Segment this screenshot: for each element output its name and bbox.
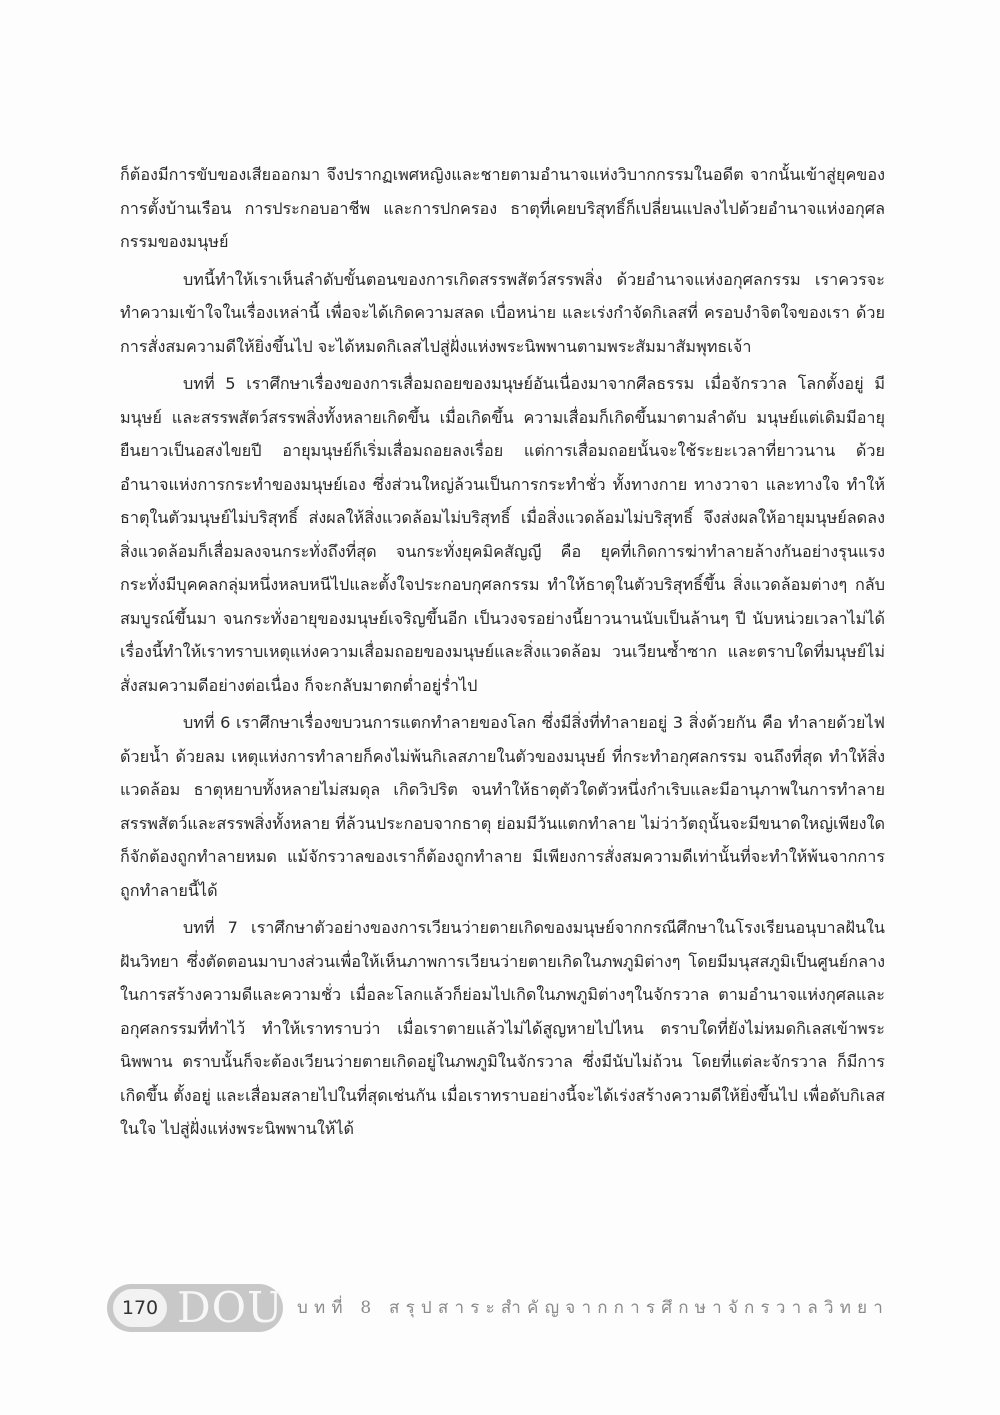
footer-badge <box>107 1284 283 1332</box>
paragraph-chapter-5: บทที่ 5 เราศึกษาเรื่องของการเสื่อมถอยของมนุษย์อันเนื่องมาจากศีลธรรม เมื่อจักรวาล โลกตั้งอยู่ มีมนุษย์ และสรรพสัตว์สรรพสิ่งทั้งหลายเกิดขึ้น เมื่อเกิดขึ้น ความเสื่อมก็เกิดขึ้นมาตามลำดับ มนุษย์แต่เดิมมีอายุยืนยาวเป็นอสงไขยปี อายุมนุษย์ก็เริ่มเสื่อมถอยลงเรื่อย แต่การเสื่อมถอยนั้นจะใช้ระยะเวลาที่ยาวนาน ด้วยอำนาจแห่งการกระทำของมนุษย์เอง ซึ่งส่วนใหญ่ล้วนเป็นการกระทำชั่ว ทั้งทางกาย ทางวาจา และทางใจ ทำให้ธาตุในตัวมนุษย์ไม่บริสุทธิ์ ส่งผลให้สิ่งแวดล้อมไม่บริสุทธิ์ เมื่อสิ่งแวดล้อมไม่บริสุทธิ์ จึงส่งผลให้อายุมนุษย์ลดลง สิ่งแวดล้อมก็เสื่อมลงจนกระทั่งถึงที่สุด จนกระทั่งยุคมิคสัญญี คือ ยุคที่เกิดการฆ่าทำลายล้างกันอย่างรุนแรง กระทั่งมีบุคคลกลุ่มหนึ่งหลบหนีไปและตั้งใจประกอบกุศลกรรม ทำให้ธาตุในตัวบริสุทธิ์ขึ้น สิ่งแวดล้อมต่างๆ กลับสมบูรณ์ขึ้นมา จนกระทั่งอายุของมนุษย์เจริญขึ้นอีก เป็นวงจรอย่างนี้ยาวนานนับเป็นล้านๆ ปี นับหน่วยเวลาไม่ได้ เรื่องนี้ทำให้เราทราบเหตุแห่งความเสื่อมถอยของมนุษย์และสิ่งแวดล้อม วนเวียนซ้ำซาก และตราบใดที่มนุษย์ไม่สั่งสมความดีอย่างต่อเนื่อง ก็จะกลับมาตกต่ำอยู่ร่ำไป <box>120 374 885 695</box>
paragraph-summary: บทนี้ทำให้เราเห็นลำดับขั้นตอนของการเกิดสรรพสัตว์สรรพสิ่ง ด้วยอำนาจแห่งอกุศลกรรม เราควรจะทำความเข้าใจในเรื่องเหล่านี้ เพื่อจะได้เกิดความสลด เบื่อหน่าย และเร่งกำจัดกิเลสที่ ครอบงำจิตใจของเรา ด้วยการสั่งสมความดีให้ยิ่งขึ้นไป จะได้หมดกิเลสไปสู่ฝั่งแห่งพระนิพพานตามพระสัมมาสัมพุทธเจ้า <box>120 269 885 356</box>
dou-logo: DOU <box>177 1283 284 1332</box>
chapter-title: บทที่ 8 สรุปสาระสำคัญจากการศึกษาจักรวาลวิทยา <box>297 1298 890 1318</box>
body-text <box>120 158 885 1150</box>
paragraph-chapter-7: บทที่ 7 เราศึกษาตัวอย่างของการเวียนว่ายตายเกิดของมนุษย์จากกรณีศึกษาในโรงเรียนอนุบาลฝันในฝันวิทยา ซึ่งตัดตอนมาบางส่วนเพื่อให้เห็นภาพการเวียนว่ายตายเกิดในภพภูมิต่างๆ โดยมีมนุสสภูมิเป็นศูนย์กลางในการสร้างความดีและความชั่ว เมื่อละโลกแล้วก็ย่อมไปเกิดในภพภูมิต่างๆในจักรวาล ตามอำนาจแห่งกุศลและอกุศลกรรมที่ทำไว้ ทำให้เราทราบว่า เมื่อเราตายแล้วไม่ได้สูญหายไปไหน ตราบใดที่ยังไม่หมดกิเลสเข้าพระนิพพาน ตราบนั้นก็จะต้องเวียนว่ายตายเกิดอยู่ในภพภูมิในจักรวาล ซึ่งมีนับไม่ถ้วน โดยที่แต่ละจักรวาล ก็มีการเกิดขึ้น ตั้งอยู่ และเสื่อมสลายไปในที่สุดเช่นกัน เมื่อเราทราบอย่างนี้จะได้เร่งสร้างความดีให้ยิ่งขึ้นไป เพื่อดับกิเลสในใจ ไปสู่ฝั่งแห่งพระนิพพานให้ได้ <box>120 918 885 1138</box>
page-number: 170 <box>113 1289 167 1327</box>
paragraph-chapter-6: บทที่ 6 เราศึกษาเรื่องขบวนการแตกทำลายของโลก ซึ่งมีสิ่งที่ทำลายอยู่ 3 สิ่งด้วยกัน คือ ทำลายด้วยไฟ ด้วยน้ำ ด้วยลม เหตุแห่งการทำลายก็คงไม่พ้นกิเลสภายในตัวของมนุษย์ ที่กระทำอกุศลกรรม จนถึงที่สุด ทำให้สิ่งแวดล้อม ธาตุหยาบทั้งหลายไม่สมดุล เกิดวิปริต จนทำให้ธาตุตัวใดตัวหนึ่งกำเริบและมีอานุภาพในการทำลายสรรพสัตว์และสรรพสิ่งทั้งหลาย ที่ล้วนประกอบจากธาตุ ย่อมมีวันแตกทำลาย ไม่ว่าวัตถุนั้นจะมีขนาดใหญ่เพียงใด ก็จักต้องถูกทำลายหมด แม้จักรวาลของเราก็ต้องถูกทำลาย มีเพียงการสั่งสมความดีเท่านั้นที่จะทำให้พ้นจากการถูกทำลายนี้ได้ <box>120 713 885 900</box>
page-footer <box>107 1284 897 1334</box>
paragraph-continuation: ก็ต้องมีการขับของเสียออกมา จึงปรากฏเพศหญิงและชายตามอำนาจแห่งวิบากกรรมในอดีต จากนั้นเข้าสู่ยุคของการตั้งบ้านเรือน การประกอบอาชีพ และการปกครอง ธาตุที่เคยบริสุทธิ์ก็เปลี่ยนแปลงไปด้วยอำนาจแห่งอกุศลกรรมของมนุษย์ <box>120 165 885 251</box>
